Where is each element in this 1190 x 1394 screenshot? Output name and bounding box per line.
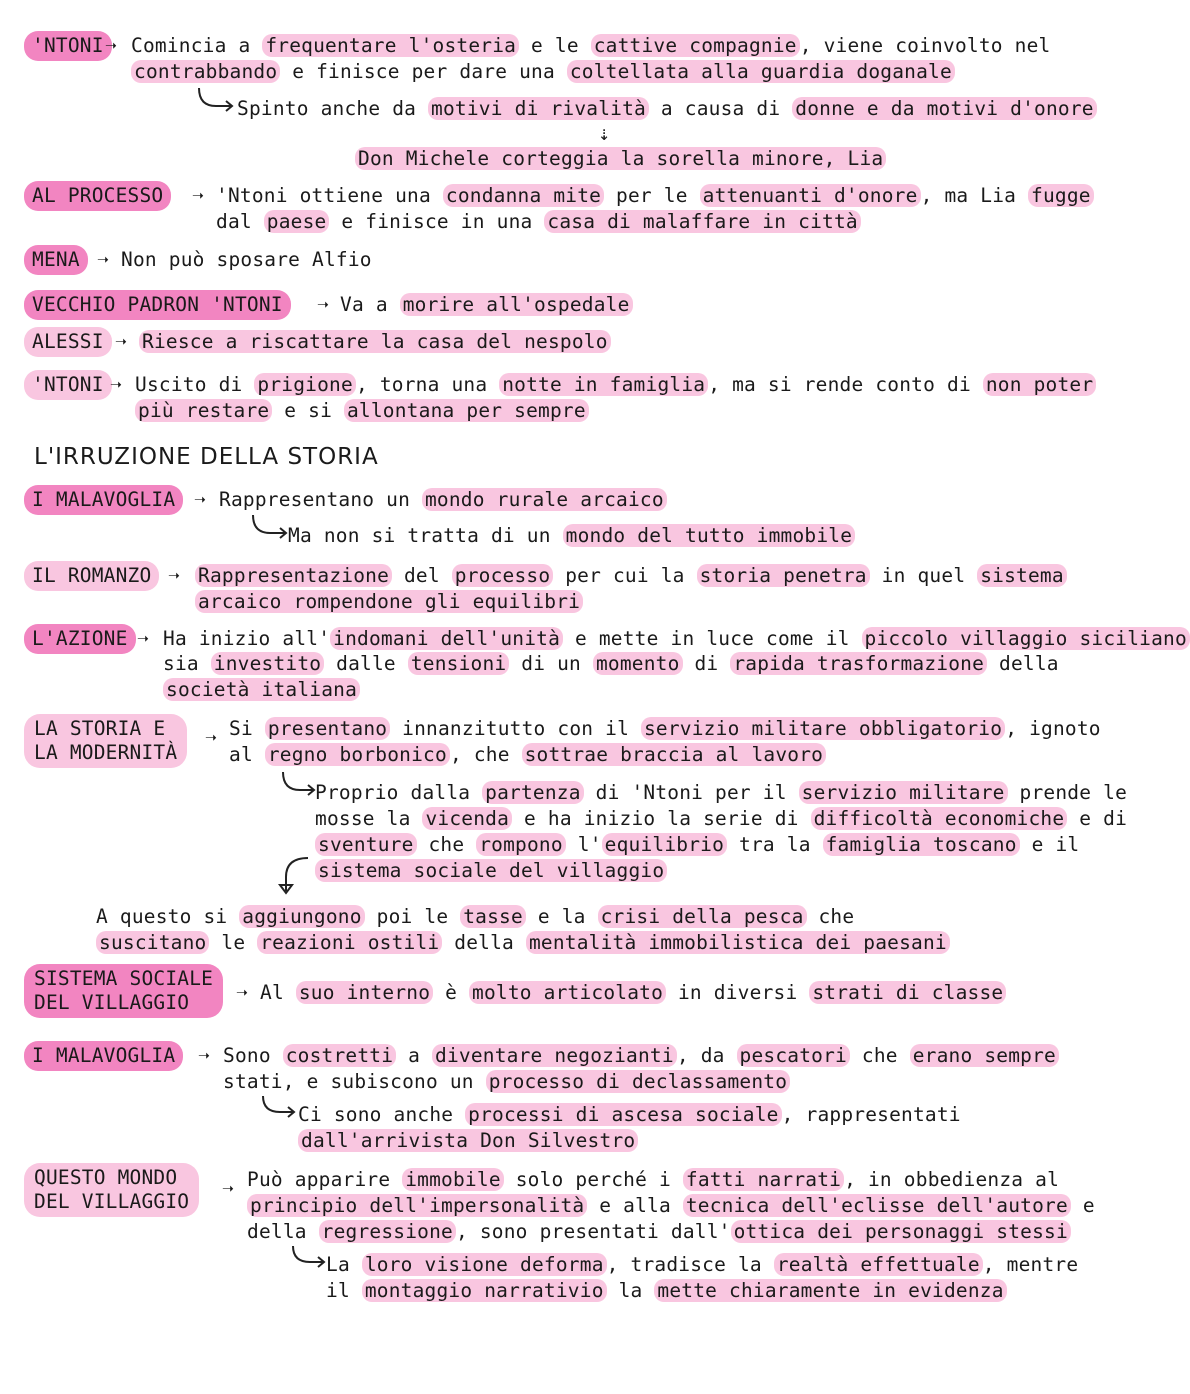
topic-tag-azione: L'AZIONE	[24, 624, 136, 654]
text-line: società italiana	[163, 677, 360, 703]
arrow-icon: ➝	[115, 330, 128, 354]
text-line: Sono costretti a diventare negozianti , da pescatori che erano sempre	[223, 1043, 1059, 1069]
text-line: Ci sono anche processi di ascesa sociale , rappresentati	[298, 1103, 961, 1126]
topic-tag-vecchio-padron: VECCHIO PADRON 'NTONI	[24, 290, 291, 320]
text-line: 'Ntoni ottiene una condanna mite per le attenuanti d'onore , ma Lia fugge	[216, 183, 1094, 209]
text-line: Uscito di prigione , torna una notte in famiglia , ma si rende conto di non poter	[135, 372, 1096, 398]
topic-tag-processo: AL PROCESSO	[24, 181, 171, 211]
text-line: Rappresentazione del processo per cui la storia penetra in quel sistema	[195, 563, 1067, 589]
curved-arrow-icon	[290, 1244, 330, 1270]
arrow-icon: ➝	[222, 1177, 235, 1201]
text-line: Riesce a riscattare la casa del nespolo	[139, 329, 611, 355]
topic-tag-ntoni: 'NTONI	[24, 31, 112, 61]
down-arrow-icon: ⇣	[598, 121, 611, 145]
arrow-icon: ➝	[192, 184, 205, 208]
text-line: Va a morire all'ospedale	[340, 292, 633, 318]
curved-down-arrow-icon	[272, 855, 314, 897]
text-line: dall'arrivista Don Silvestro	[298, 1128, 638, 1154]
arrow-icon: ➝	[205, 726, 218, 750]
topic-tag-mena: MENA	[24, 245, 88, 275]
arrow-icon: ➝	[198, 1044, 211, 1068]
text-line: principio dell'impersonalità e alla tecnica dell'eclisse dell'autore e	[247, 1193, 1095, 1219]
text-line: della regressione , sono presentati dall' ottica dei personaggi stessi	[247, 1219, 1071, 1245]
topic-tag-malavoglia: I MALAVOGLIA	[24, 485, 183, 515]
text-line: più restare e si allontana per sempre	[135, 398, 589, 424]
topic-tag-romanzo: IL ROMANZO	[24, 561, 159, 591]
text-line: al regno borbonico , che sottrae braccia al lavoro	[229, 742, 826, 768]
curved-arrow-icon	[260, 1094, 300, 1120]
text-line: suscitano le reazioni ostili della mentalità immobilistica dei paesani	[96, 930, 950, 956]
text-line: stati, e subiscono un processo di declassamento	[223, 1069, 790, 1095]
text-line: contrabbando e finisce per dare una coltellata alla guardia doganale	[131, 59, 955, 85]
arrow-icon: ➝	[317, 293, 330, 317]
text-line: sventure che rompono l' equilibrio tra la famiglia toscano e il	[315, 832, 1079, 858]
topic-tag-malavoglia: I MALAVOGLIA	[24, 1041, 183, 1071]
text-line: A questo si aggiungono poi le tasse e la crisi della pesca che	[96, 905, 855, 928]
text-line: La loro visione deforma , tradisce la realtà effettuale , mentre	[326, 1253, 1079, 1276]
arrow-icon: ➝	[105, 34, 118, 58]
topic-tag-ntoni: 'NTONI	[24, 370, 112, 400]
text-line: il montaggio narrativio la mette chiaramente in evidenza	[326, 1278, 1007, 1304]
topic-tag-sistema-sociale: SISTEMA SOCIALE DEL VILLAGGIO	[24, 964, 223, 1018]
arrow-icon: ➝	[110, 373, 123, 397]
text-line: Non può sposare Alfio	[121, 248, 372, 271]
text-line: arcaico rompendone gli equilibri	[195, 589, 583, 615]
text-line: dal paese e finisce in una casa di malaffare in città	[216, 209, 861, 235]
topic-tag-storia-modernita: LA STORIA E LA MODERNITÀ	[24, 714, 187, 768]
text-line: Ma non si tratta di un mondo del tutto immobile	[288, 523, 855, 549]
text-line: Spinto anche da motivi di rivalità a causa di donne e da motivi d'onore	[237, 96, 1097, 122]
curved-arrow-icon	[196, 86, 236, 112]
text-line: Rappresentano un mondo rurale arcaico	[219, 487, 667, 513]
text-line: Proprio dalla partenza di 'Ntoni per il servizio militare prende le	[315, 781, 1128, 804]
arrow-icon: ➝	[236, 981, 249, 1005]
arrow-icon: ➝	[194, 488, 207, 512]
arrow-icon: ➝	[97, 248, 110, 272]
text-line: Don Michele corteggia la sorella minore, Lia	[355, 146, 886, 172]
text-line: Ha inizio all' indomani dell'unità e mette in luce come il piccolo villaggio siciliano	[163, 626, 1190, 652]
text-line: Al suo interno è molto articolato in diversi strati di classe	[260, 980, 1006, 1006]
curved-arrow-icon	[250, 513, 290, 539]
text-line: Può apparire immobile solo perché i fatti narrati , in obbedienza al	[247, 1168, 1060, 1191]
topic-tag-questo-mondo: QUESTO MONDO DEL VILLAGGIO	[24, 1163, 199, 1217]
text-line: Comincia a frequentare l'osteria e le cattive compagnie , viene coinvolto nel	[131, 34, 1051, 57]
text-line: mosse la vicenda e ha inizio la serie di difficoltà economiche e di	[315, 807, 1128, 830]
section-heading: L'IRRUZIONE DELLA STORIA	[34, 444, 379, 470]
curved-arrow-icon	[280, 770, 320, 796]
text-line: sia investito dalle tensioni di un momento di rapida trasformazione della	[163, 652, 1059, 675]
arrow-icon: ➝	[168, 564, 181, 588]
topic-tag-alessi: ALESSI	[24, 327, 112, 357]
arrow-icon: ➝	[137, 627, 150, 651]
text-line: sistema sociale del villaggio	[315, 858, 667, 884]
text-line: Si presentano innanzitutto con il servizio militare obbligatorio , ignoto	[229, 717, 1101, 740]
